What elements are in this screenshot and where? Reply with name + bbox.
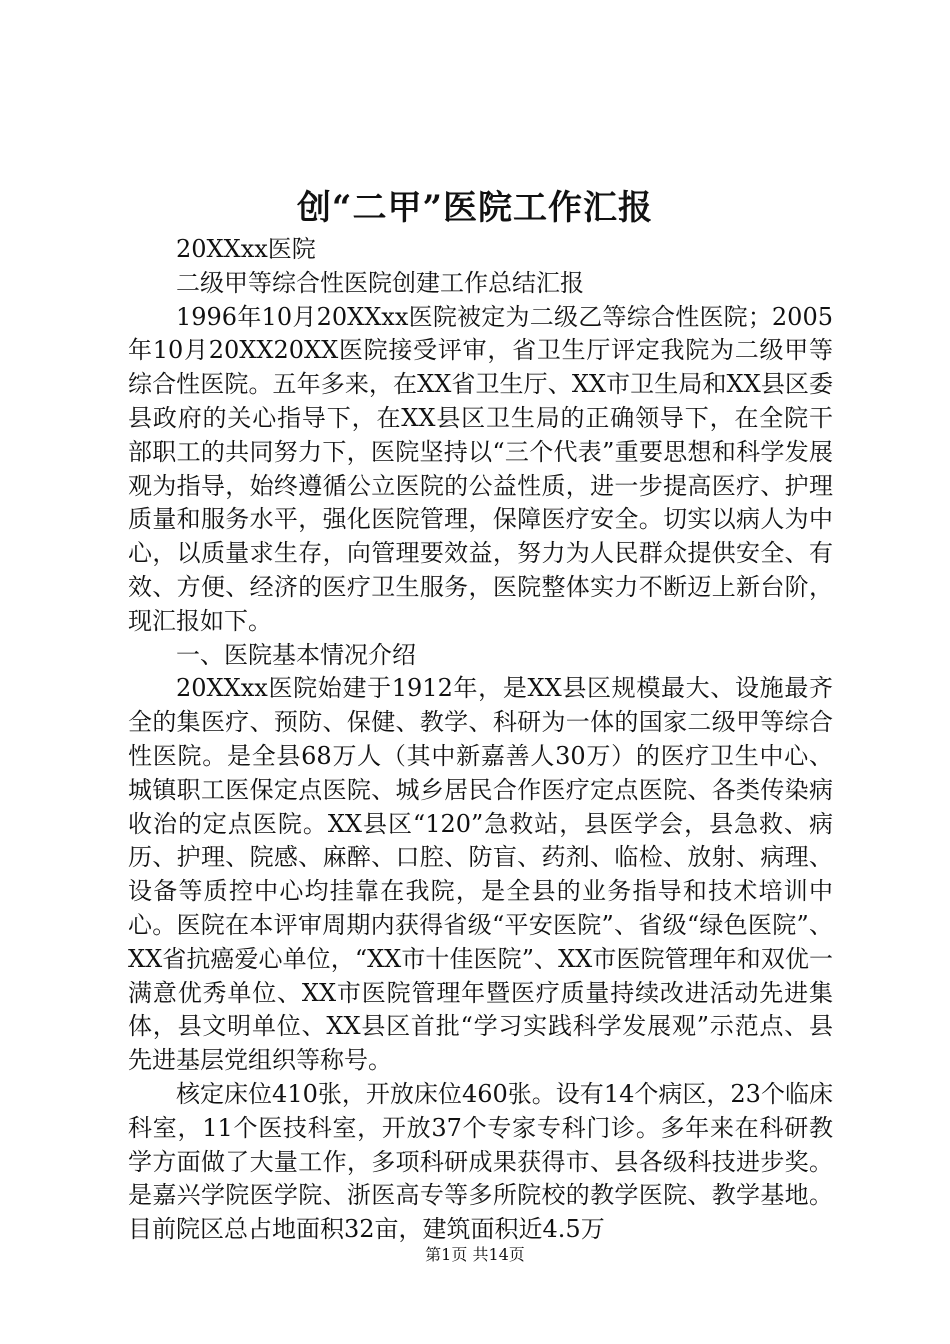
history-paragraph: 20XXxx医院始建于1912年，是XX县区规模最大、设施最齐全的集医疗、预防、保健、教学、科研为一体的国家二级甲等综合性医院。是全县68万人（其中新嘉善人30万）的医疗卫生中心、城镇职工医保定点医院、城乡居民合作医疗定点医院、各类传染病收治的定点医院。XX县区“120”急救站，县医学会，县急救、病历、护理、院感、麻醉、口腔、防盲、药剂、临检、放射、病理、设备等质控中心均挂靠在我院，是全县的业务指导和技术培训中心。医院在本评审周期内获得省级“平安医院”、省级“绿色医院”、XX省抗癌爱心单位，“XX市十佳医院”、XX市医院管理年和双优一满意优秀单位、XX市医院管理年暨医疗质量持续改进活动先进集体，县文明单位、XX县区首批“学习实践科学发展观”示范点、县先进基层党组织等称号。 bbox=[128, 674, 833, 1075]
hospital-name-line: 20XXxx医院 bbox=[176, 235, 316, 263]
report-subtitle-line: 二级甲等综合性医院创建工作总结汇报 bbox=[176, 268, 584, 297]
intro-paragraph: 1996年10月20XXxx医院被定为二级乙等综合性医院；2005年10月20XX20XX医院接受评审，省卫生厅评定我院为二级甲等综合性医院。五年多来，在XX省卫生厅、XX市卫生局和XX县区委县政府的关心指导下，在XX县区卫生局的正确领导下，在全院干部职工的共同努力下，医院坚持以“三个代表”重要思想和科学发展观为指导，始终遵循公立医院的公益性质，进一步提高医疗、护理质量和服务水平，强化医院管理，保障医疗安全。切实以病人为中心，以质量求生存，向管理要效益，努力为人民群众提供安全、有效、方便、经济的医疗卫生服务，医院整体实力不断迈上新台阶，现汇报如下。 bbox=[128, 302, 833, 635]
document-body bbox=[128, 233, 833, 1247]
section-heading: 一、医院基本情况介绍 bbox=[176, 640, 416, 669]
document-title: 创“二甲”医院工作汇报 bbox=[296, 188, 654, 228]
facilities-paragraph: 核定床位410张，开放床位460张。设有14个病区，23个临床科室，11个医技科室，开放37个专家专科门诊。多年来在科研教学方面做了大量工作，多项科研成果获得市、县各级科技进步奖。是嘉兴学院医学院、浙医高专等多所院校的教学医院、教学基地。目前院区总占地面积32亩，建筑面积近4.5万 bbox=[128, 1079, 833, 1244]
page-footer: 第1页 共14页 bbox=[425, 1245, 525, 1264]
